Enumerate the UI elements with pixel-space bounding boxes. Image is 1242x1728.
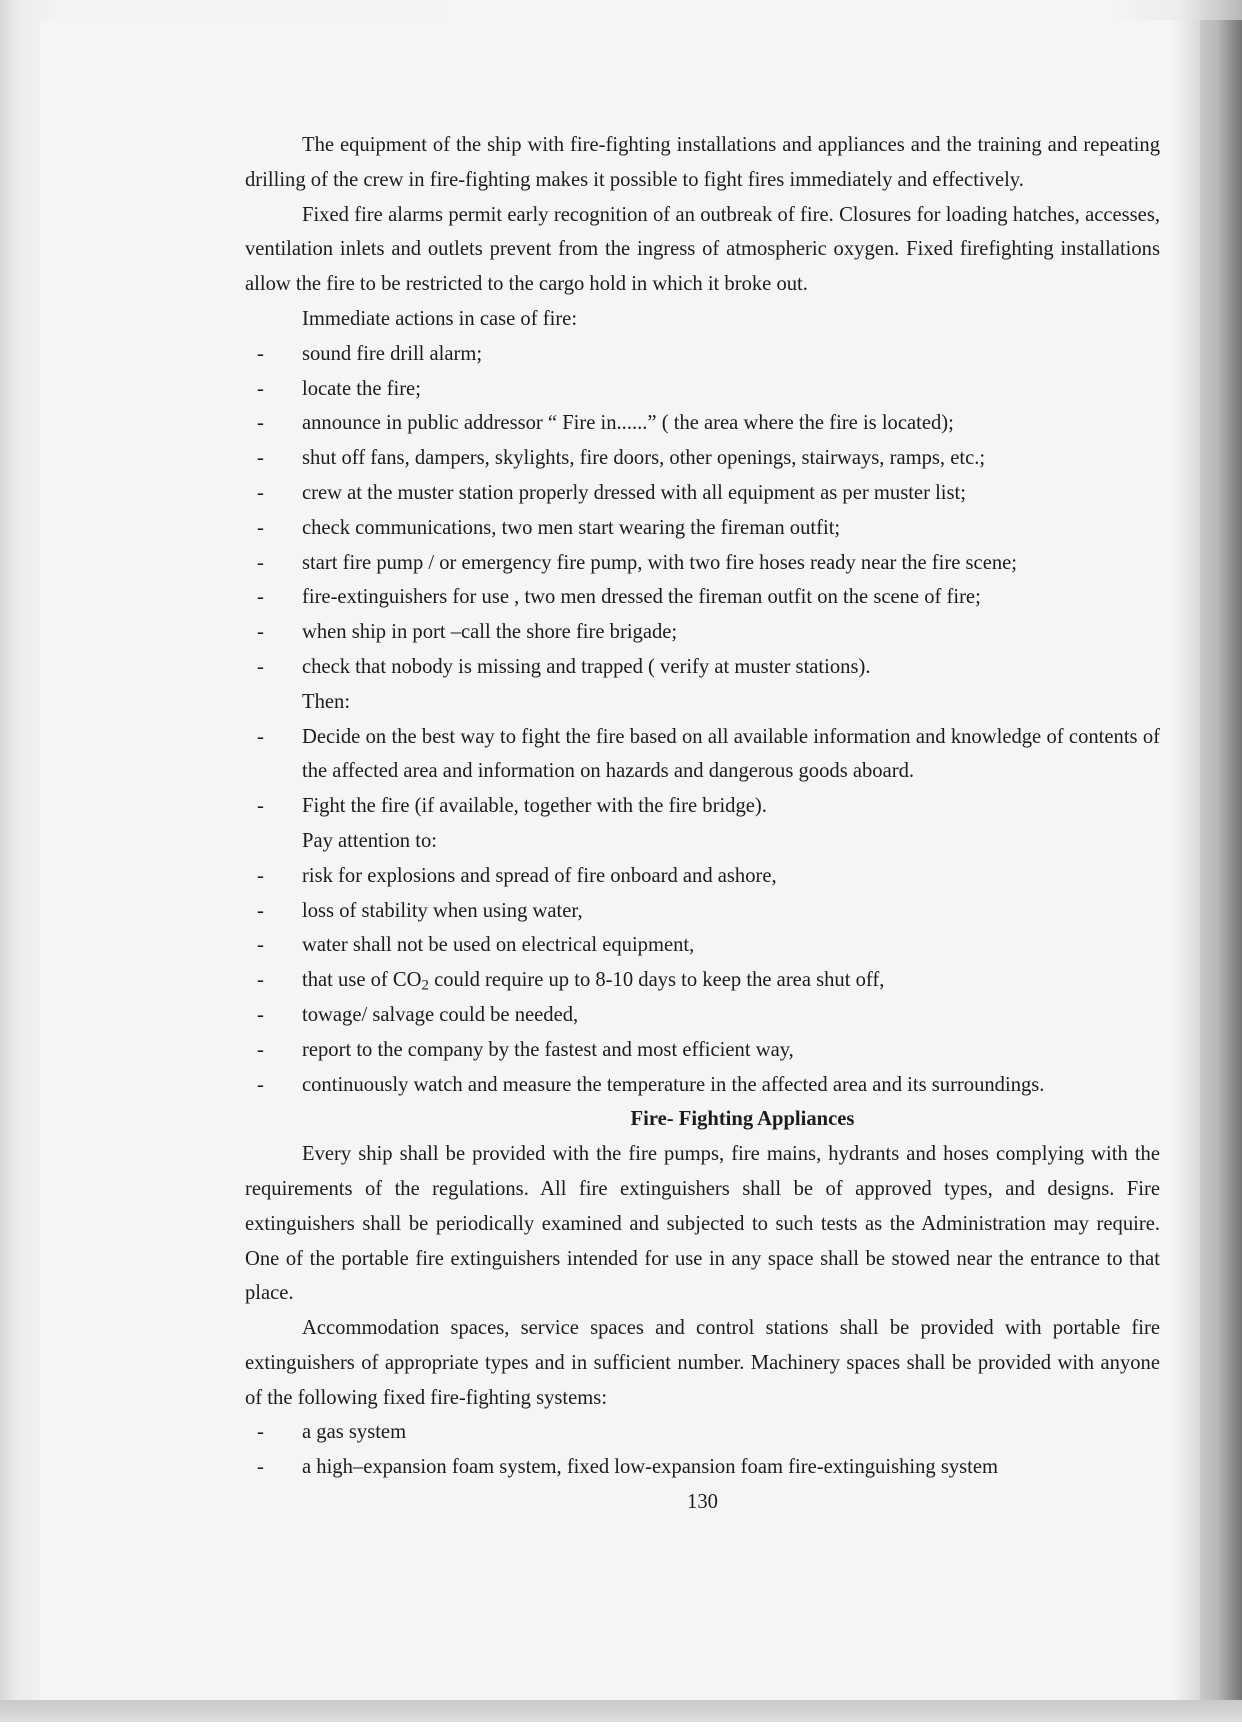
list-item-text: crew at the muster station properly dressed with all equipment as per muster list; — [302, 481, 966, 504]
immediate-actions-intro: Immediate actions in case of fire: — [302, 307, 578, 330]
list-item-text: report to the company by the fastest and most efficient way, — [302, 1038, 794, 1061]
list-item — [245, 859, 1160, 894]
co2-subscript: 2 — [421, 977, 429, 994]
co2-text-before: that use of CO — [302, 969, 422, 992]
list-item — [245, 1450, 1160, 1485]
co2-item-text — [302, 969, 885, 994]
list-item — [245, 789, 1160, 824]
list-item-text: loss of stability when using water, — [302, 899, 583, 922]
list-item-text: continuously watch and measure the temperature in the affected area and its surroundings. — [302, 1073, 1045, 1096]
dash-marker: - — [257, 447, 264, 470]
list-item-text: shut off fans, dampers, skylights, fire doors, other openings, stairways, ramps, etc.; — [302, 447, 986, 470]
dash-marker: - — [257, 621, 264, 644]
list-item-text: check communications, two men start wearing the fireman outfit; — [302, 516, 841, 539]
dash-marker: - — [257, 1073, 264, 1096]
attention-label: Pay attention to: — [302, 829, 437, 852]
list-item — [245, 998, 1160, 1033]
list-item-text: risk for explosions and spread of fire onboard and ashore, — [302, 864, 777, 887]
dash-marker: - — [257, 899, 264, 922]
page-number: 130 — [687, 1491, 718, 1514]
dash-marker: - — [257, 342, 264, 365]
list-item-text: Decide on the best way to fight the fire based on all available information and knowledge of contents of the affected area and information on hazards and dangerous goods aboard. — [302, 725, 1160, 783]
list-item — [245, 894, 1160, 929]
dash-marker: - — [257, 864, 264, 887]
dash-marker: - — [257, 412, 264, 435]
dash-marker: - — [257, 586, 264, 609]
list-item — [245, 476, 1160, 511]
list-item — [245, 928, 1160, 963]
dash-marker: - — [257, 1456, 264, 1479]
fixed-systems-list — [245, 1415, 1160, 1485]
list-item-text: check that nobody is missing and trapped ( verify at muster stations). — [302, 655, 871, 678]
appliances-paragraph: Every ship shall be provided with the fire pumps, fire mains, hydrants and hoses complying with the requirements of the regulations. All fire extinguishers shall be of approved types, and designs. Fire extinguishers shall be periodically examined and subjected to such tests as the Administration may require. One of the portable fire extinguishers intended for use in any space shall be stowed near the entrance to that place. — [245, 1143, 1160, 1305]
dash-marker: - — [257, 655, 264, 678]
list-item-text: a gas system — [302, 1421, 407, 1444]
list-item-text: sound fire drill alarm; — [302, 342, 483, 365]
list-item-text: water shall not be used on electrical equipment, — [302, 934, 695, 957]
attention-list — [245, 859, 1160, 1103]
dash-marker: - — [257, 1003, 264, 1026]
list-item-text: a high–expansion foam system, fixed low-expansion foam fire-extinguishing system — [302, 1456, 999, 1479]
list-item — [245, 511, 1160, 546]
intro-paragraph: The equipment of the ship with fire-fighting installations and appliances and the training and repeating drilling of the crew in fire-fighting makes it possible to fight fires immediately and effectively. — [245, 134, 1160, 191]
list-item-text: Fight the fire (if available, together with the fire bridge). — [302, 795, 767, 818]
list-item-text: fire-extinguishers for use , two men dressed the fireman outfit on the scene of fire; — [302, 586, 981, 609]
dash-marker: - — [257, 1421, 264, 1444]
immediate-actions-list — [245, 337, 1160, 685]
list-item — [245, 406, 1160, 441]
list-item-text: start fire pump / or emergency fire pump, with two fire hoses ready near the fire scene; — [302, 551, 1017, 574]
dash-marker: - — [257, 795, 264, 818]
list-item-text: locate the fire; — [302, 377, 421, 400]
dash-marker: - — [257, 969, 264, 992]
then-label: Then: — [302, 690, 351, 713]
list-item — [245, 650, 1160, 685]
list-item — [245, 337, 1160, 372]
list-item — [245, 963, 1160, 998]
list-item — [245, 1068, 1160, 1103]
section-heading: Fire- Fighting Appliances — [630, 1108, 855, 1131]
fire-alarms-paragraph: Fixed fire alarms permit early recognition of an outbreak of fire. Closures for loading hatches, accesses, ventilation inlets and outlets prevent from the ingress of atmospheric oxygen. Fixed firefighting installations allow the fire to be restricted to the cargo hold in which it broke out. — [245, 203, 1160, 296]
list-item — [245, 580, 1160, 615]
co2-text-after: could require up to 8-10 days to keep the area shut off, — [428, 969, 885, 992]
list-item-text: when ship in port –call the shore fire brigade; — [302, 621, 678, 644]
list-item-text: announce in public addressor “ Fire in......” ( the area where the fire is located); — [302, 412, 954, 435]
list-item — [245, 1033, 1160, 1068]
list-item — [245, 1415, 1160, 1450]
list-item — [245, 720, 1160, 790]
dash-marker: - — [257, 725, 264, 748]
dash-marker: - — [257, 481, 264, 504]
then-actions-list — [245, 720, 1160, 824]
dash-marker: - — [257, 934, 264, 957]
dash-marker: - — [257, 551, 264, 574]
dash-marker: - — [257, 1038, 264, 1061]
list-item — [245, 615, 1160, 650]
dash-marker: - — [257, 377, 264, 400]
dash-marker: - — [257, 516, 264, 539]
list-item — [245, 546, 1160, 581]
page-content — [245, 128, 1160, 1520]
bottom-strip — [0, 1722, 1242, 1728]
list-item — [245, 441, 1160, 476]
accommodation-paragraph: Accommodation spaces, service spaces and control stations shall be provided with portable fire extinguishers of appropriate types and in sufficient number. Machinery spaces shall be provided with anyone of the following fixed fire-fighting systems: — [245, 1317, 1160, 1409]
list-item — [245, 372, 1160, 407]
book-spine-shadow — [1172, 20, 1242, 1700]
list-item-text: towage/ salvage could be needed, — [302, 1003, 579, 1026]
